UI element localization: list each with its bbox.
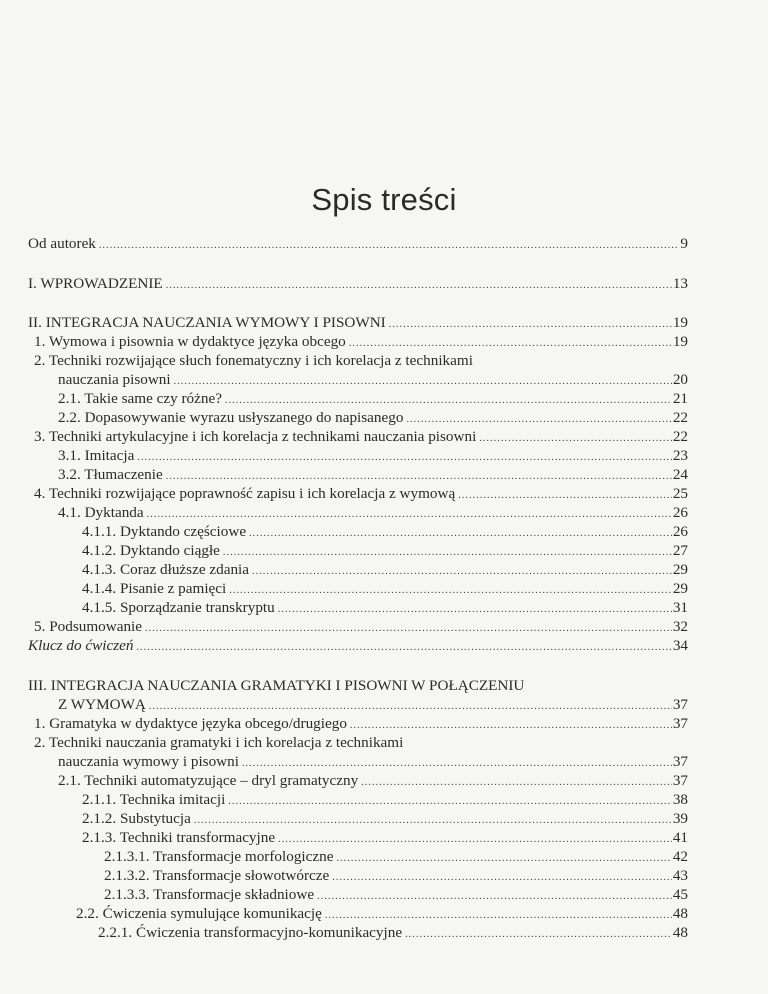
toc-entry-label: 3.1. Imitacja (58, 447, 135, 464)
toc-entry-page: 29 (672, 561, 688, 578)
toc-entry-label: 4. Techniki rozwijające poprawność zapisu i ich korelacja z wymową (34, 485, 456, 502)
toc-entry (28, 273, 688, 295)
toc-leader-dots (136, 637, 671, 659)
toc-entry (28, 233, 688, 255)
toc-entry-label: 4.1. Dyktanda (58, 504, 144, 521)
toc-entry-page: 19 (672, 333, 688, 350)
toc-entry-label: 2.1.3.3. Transformacje składniowe (104, 886, 315, 903)
toc-entry-label: 2.1. Techniki automatyzujące – dryl gramatyczny (58, 772, 359, 789)
toc-entry-page: 45 (672, 886, 688, 903)
toc-entry-page: 22 (672, 409, 688, 426)
toc-entry (98, 922, 688, 944)
toc-entry-label: 3. Techniki artykulacyjne i ich korelacja z technikami nauczania pisowni (34, 428, 477, 445)
toc-entry-page: 41 (672, 829, 688, 846)
toc-entry-label: 4.1.2. Dyktando ciągłe (82, 542, 220, 559)
toc-entry-page: 37 (672, 715, 688, 732)
toc-entry-page: 24 (672, 466, 688, 483)
toc-entry-label: Z WYMOWĄ (58, 696, 146, 713)
toc-entry-line: III. INTEGRACJA NAUCZANIA GRAMATYKI I PISOWNI W POŁĄCZENIU (28, 677, 525, 694)
toc-leader-dots (166, 275, 672, 297)
toc-entry-page: 9 (680, 235, 688, 252)
toc-entry-label: 2.2. Ćwiczenia symulujące komunikację (76, 905, 322, 922)
toc-entry-page: 32 (672, 618, 688, 635)
toc-entry-label: 3.2. Tłumaczenie (58, 466, 163, 483)
toc-entry-label: nauczania wymowy i pisowni (58, 753, 239, 770)
toc-entry-page: 48 (672, 924, 688, 941)
toc-leader-dots (99, 235, 680, 257)
toc-entry-label: 2.1.3.1. Transformacje morfologiczne (104, 848, 334, 865)
toc-entry-page: 20 (672, 371, 688, 388)
toc-entry-label: Klucz do ćwiczeń (28, 637, 134, 654)
toc-entry-label: 4.1.1. Dyktando częściowe (82, 523, 247, 540)
toc-entry-label: 2.1.3.2. Transformacje słowotwórcze (104, 867, 330, 884)
toc-entry-page: 19 (672, 314, 688, 331)
toc-entry-label: 1. Gramatyka w dydaktyce języka obcego/drugiego (34, 715, 347, 732)
toc-entry-page: 48 (672, 905, 688, 922)
toc-entry-label: 4.1.4. Pisanie z pamięci (82, 580, 227, 597)
toc-entry-page: 26 (672, 504, 688, 521)
toc-entry-label: 4.1.3. Coraz dłuższe zdania (82, 561, 249, 578)
toc-entry-page: 21 (672, 390, 688, 407)
toc-entry-page: 31 (672, 599, 688, 616)
toc-entry-line: 2. Techniki nauczania gramatyki i ich korelacja z technikami (34, 734, 404, 751)
toc-entry-page: 37 (672, 772, 688, 789)
toc-entry-page: 37 (672, 753, 688, 770)
toc-entry-label: Od autorek (28, 235, 96, 252)
toc-entry-page: 37 (672, 696, 688, 713)
toc-entry-page: 13 (672, 275, 688, 292)
toc-entry-label: 2.1. Takie same czy różne? (58, 390, 222, 407)
toc-entry-label: 2.2.1. Ćwiczenia transformacyjno-komunikacyjne (98, 924, 403, 941)
toc-entry-label: 2.1.3. Techniki transformacyjne (82, 829, 276, 846)
toc-entry-label: II. INTEGRACJA NAUCZANIA WYMOWY I PISOWNI (28, 314, 386, 331)
page-title: Spis treści (311, 182, 457, 217)
toc-entry-label: I. WPROWADZENIE (28, 275, 163, 292)
toc-entry-line: 2. Techniki rozwijające słuch fonematyczny i ich korelacja z technikami (34, 352, 473, 369)
toc-entry-page: 43 (672, 867, 688, 884)
toc-entry-label: 2.1.2. Substytucja (82, 810, 191, 827)
toc-entry-page: 29 (672, 580, 688, 597)
toc-entry-label: 1. Wymowa i pisownia w dydaktyce języka obcego (34, 333, 346, 350)
toc-entry-page: 23 (672, 447, 688, 464)
toc-entry (28, 635, 688, 657)
toc-entry-label: nauczania pisowni (58, 371, 171, 388)
toc-entry-page: 26 (672, 523, 688, 540)
toc-entry-page: 27 (672, 542, 688, 559)
toc-entry-page: 34 (672, 637, 688, 654)
toc-entry-label: 5. Podsumowanie (34, 618, 142, 635)
toc-entry-label: 2.2. Dopasowywanie wyrazu usłyszanego do napisanego (58, 409, 404, 426)
toc-entry-label: 2.1.1. Technika imitacji (82, 791, 226, 808)
toc-entry-page: 42 (672, 848, 688, 865)
toc-entry-label: 4.1.5. Sporządzanie transkryptu (82, 599, 275, 616)
toc-entry-page: 39 (672, 810, 688, 827)
toc-entry-page: 38 (672, 791, 688, 808)
toc-leader-dots (405, 924, 672, 946)
toc-entry-page: 25 (672, 485, 688, 502)
toc-entry-page: 22 (672, 428, 688, 445)
